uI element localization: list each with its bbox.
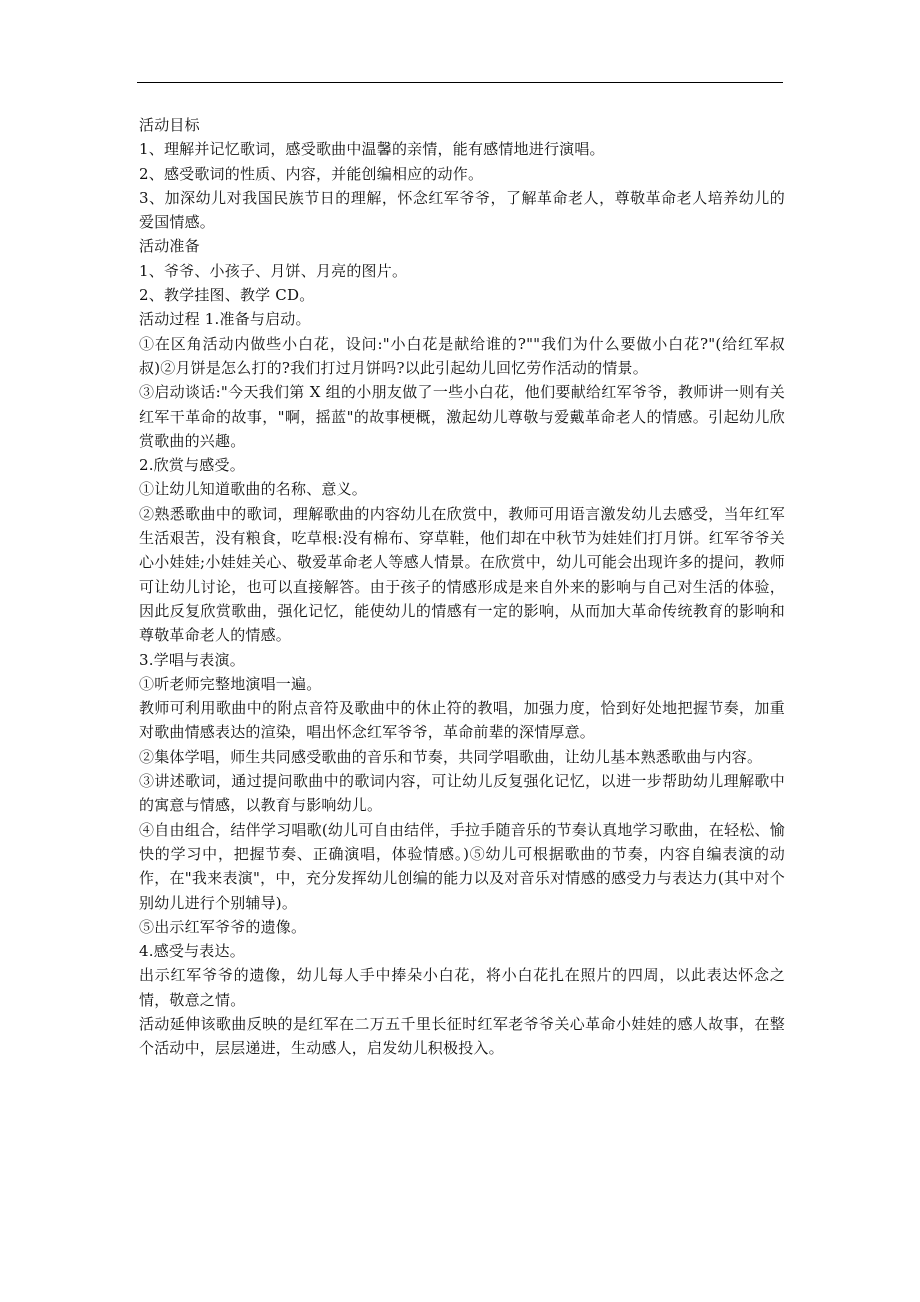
preparation-1: 1、爷爷、小孩子、月饼、月亮的图片。 xyxy=(139,261,408,280)
heading-preparation: 活动准备 xyxy=(139,237,200,256)
singing-1: ①听老师完整地演唱一遍。 xyxy=(139,674,322,693)
singing-3: ③讲述歌词，通过提问歌曲中的歌词内容，可让幼儿反复强化记忆，以进一步帮助幼儿理解歌中的寓意与情感，以教育与影响幼儿。 xyxy=(139,772,785,815)
process-step-1b: ③启动谈话:"今天我们第 X 组的小朋友做了一些小白花，他们要献给红军爷爷，教师讲一则有关红军干革命的故事，"啊，摇蓝"的故事梗概，激起幼儿尊敬与爱戴革命老人的情感。引起幼儿欣赏歌曲的兴趣。 xyxy=(139,383,785,450)
singing-5: ⑤出示红军爷爷的遗像。 xyxy=(139,917,307,936)
document-body xyxy=(139,113,785,1061)
singing-teacher-note: 教师可利用歌曲中的附点音符及歌曲中的休止符的教唱，加强力度，恰到好处地把握节奏，加重对歌曲情感表达的渲染，唱出怀念红军爷爷，革命前辈的深情厚意。 xyxy=(139,699,785,742)
singing-4: ④自由组合，结伴学习唱歌(幼儿可自由结伴，手拉手随音乐的节奏认真地学习歌曲，在轻松、愉快的学习中，把握节奏、正确演唱，体验情感。)⑤幼儿可根据歌曲的节奏，内容自编表演的动作，在"我来表演"，中，充分发挥幼儿创编的能力以及对音乐对情感的感受力与表达力(其中对个别幼儿进行个别辅导)。 xyxy=(139,820,785,912)
heading-expression: 4.感受与表达。 xyxy=(139,942,245,961)
header-rule xyxy=(137,82,783,83)
objective-3: 3、加深幼儿对我国民族节日的理解，怀念红军爷爷，了解革命老人，尊敬革命老人培养幼儿的爱国情感。 xyxy=(139,188,785,232)
heading-objectives: 活动目标 xyxy=(139,116,200,134)
preparation-2: 2、教学挂图、教学 CD。 xyxy=(139,286,315,305)
appreciation-1: ①让幼儿知道歌曲的名称、意义。 xyxy=(139,480,368,499)
expression-1: 出示红军爷爷的遗像，幼儿每人手中捧朵小白花，将小白花扎在照片的四周，以此表达怀念之情，敬意之情。 xyxy=(139,966,785,1009)
heading-singing: 3.学唱与表演。 xyxy=(139,650,245,669)
heading-appreciation: 2.欣赏与感受。 xyxy=(139,456,245,475)
objective-2: 2、感受歌词的性质、内容，并能创编相应的动作。 xyxy=(139,164,484,183)
appreciation-2: ②熟悉歌曲中的歌词，理解歌曲的内容幼儿在欣赏中，教师可用语言激发幼儿去感受，当年红军生活艰苦，没有粮食，吃草根:没有棉布、穿草鞋，他们却在中秋节为娃娃们打月饼。红军爷爷关心小娃娃;小娃娃关心、敬爱革命老人等感人情景。在欣赏中，幼儿可能会出现许多的提问，教师可让幼儿讨论，也可以直接解答。由于孩子的情感形成是来自外来的影响与自己对生活的体验，因此反复欣赏歌曲，强化记忆，能使幼儿的情感有一定的影响，从而加大革命传统教育的影响和尊敬革命老人的情感。 xyxy=(139,504,785,645)
process-step-1a: ①在区角活动内做些小白花，设问:"小白花是献给谁的?""我们为什么要做小白花?"(给红军叔叔)②月饼是怎么打的?我们打过月饼吗?以此引起幼儿回忆劳作活动的情景。 xyxy=(139,334,785,377)
objective-1: 1、理解并记忆歌词，感受歌曲中温馨的亲情，能有感情地进行演唱。 xyxy=(139,140,605,159)
singing-2: ②集体学唱，师生共同感受歌曲的音乐和节奏，共同学唱歌曲，让幼儿基本熟悉歌曲与内容。 xyxy=(139,747,763,766)
heading-process: 活动过程 1.准备与启动。 xyxy=(139,310,311,329)
activity-extension: 活动延伸该歌曲反映的是红军在二万五千里长征时红军老爷爷关心革命小娃娃的感人故事，在整个活动中，层层递进，生动感人，启发幼儿积极投入。 xyxy=(139,1014,785,1058)
